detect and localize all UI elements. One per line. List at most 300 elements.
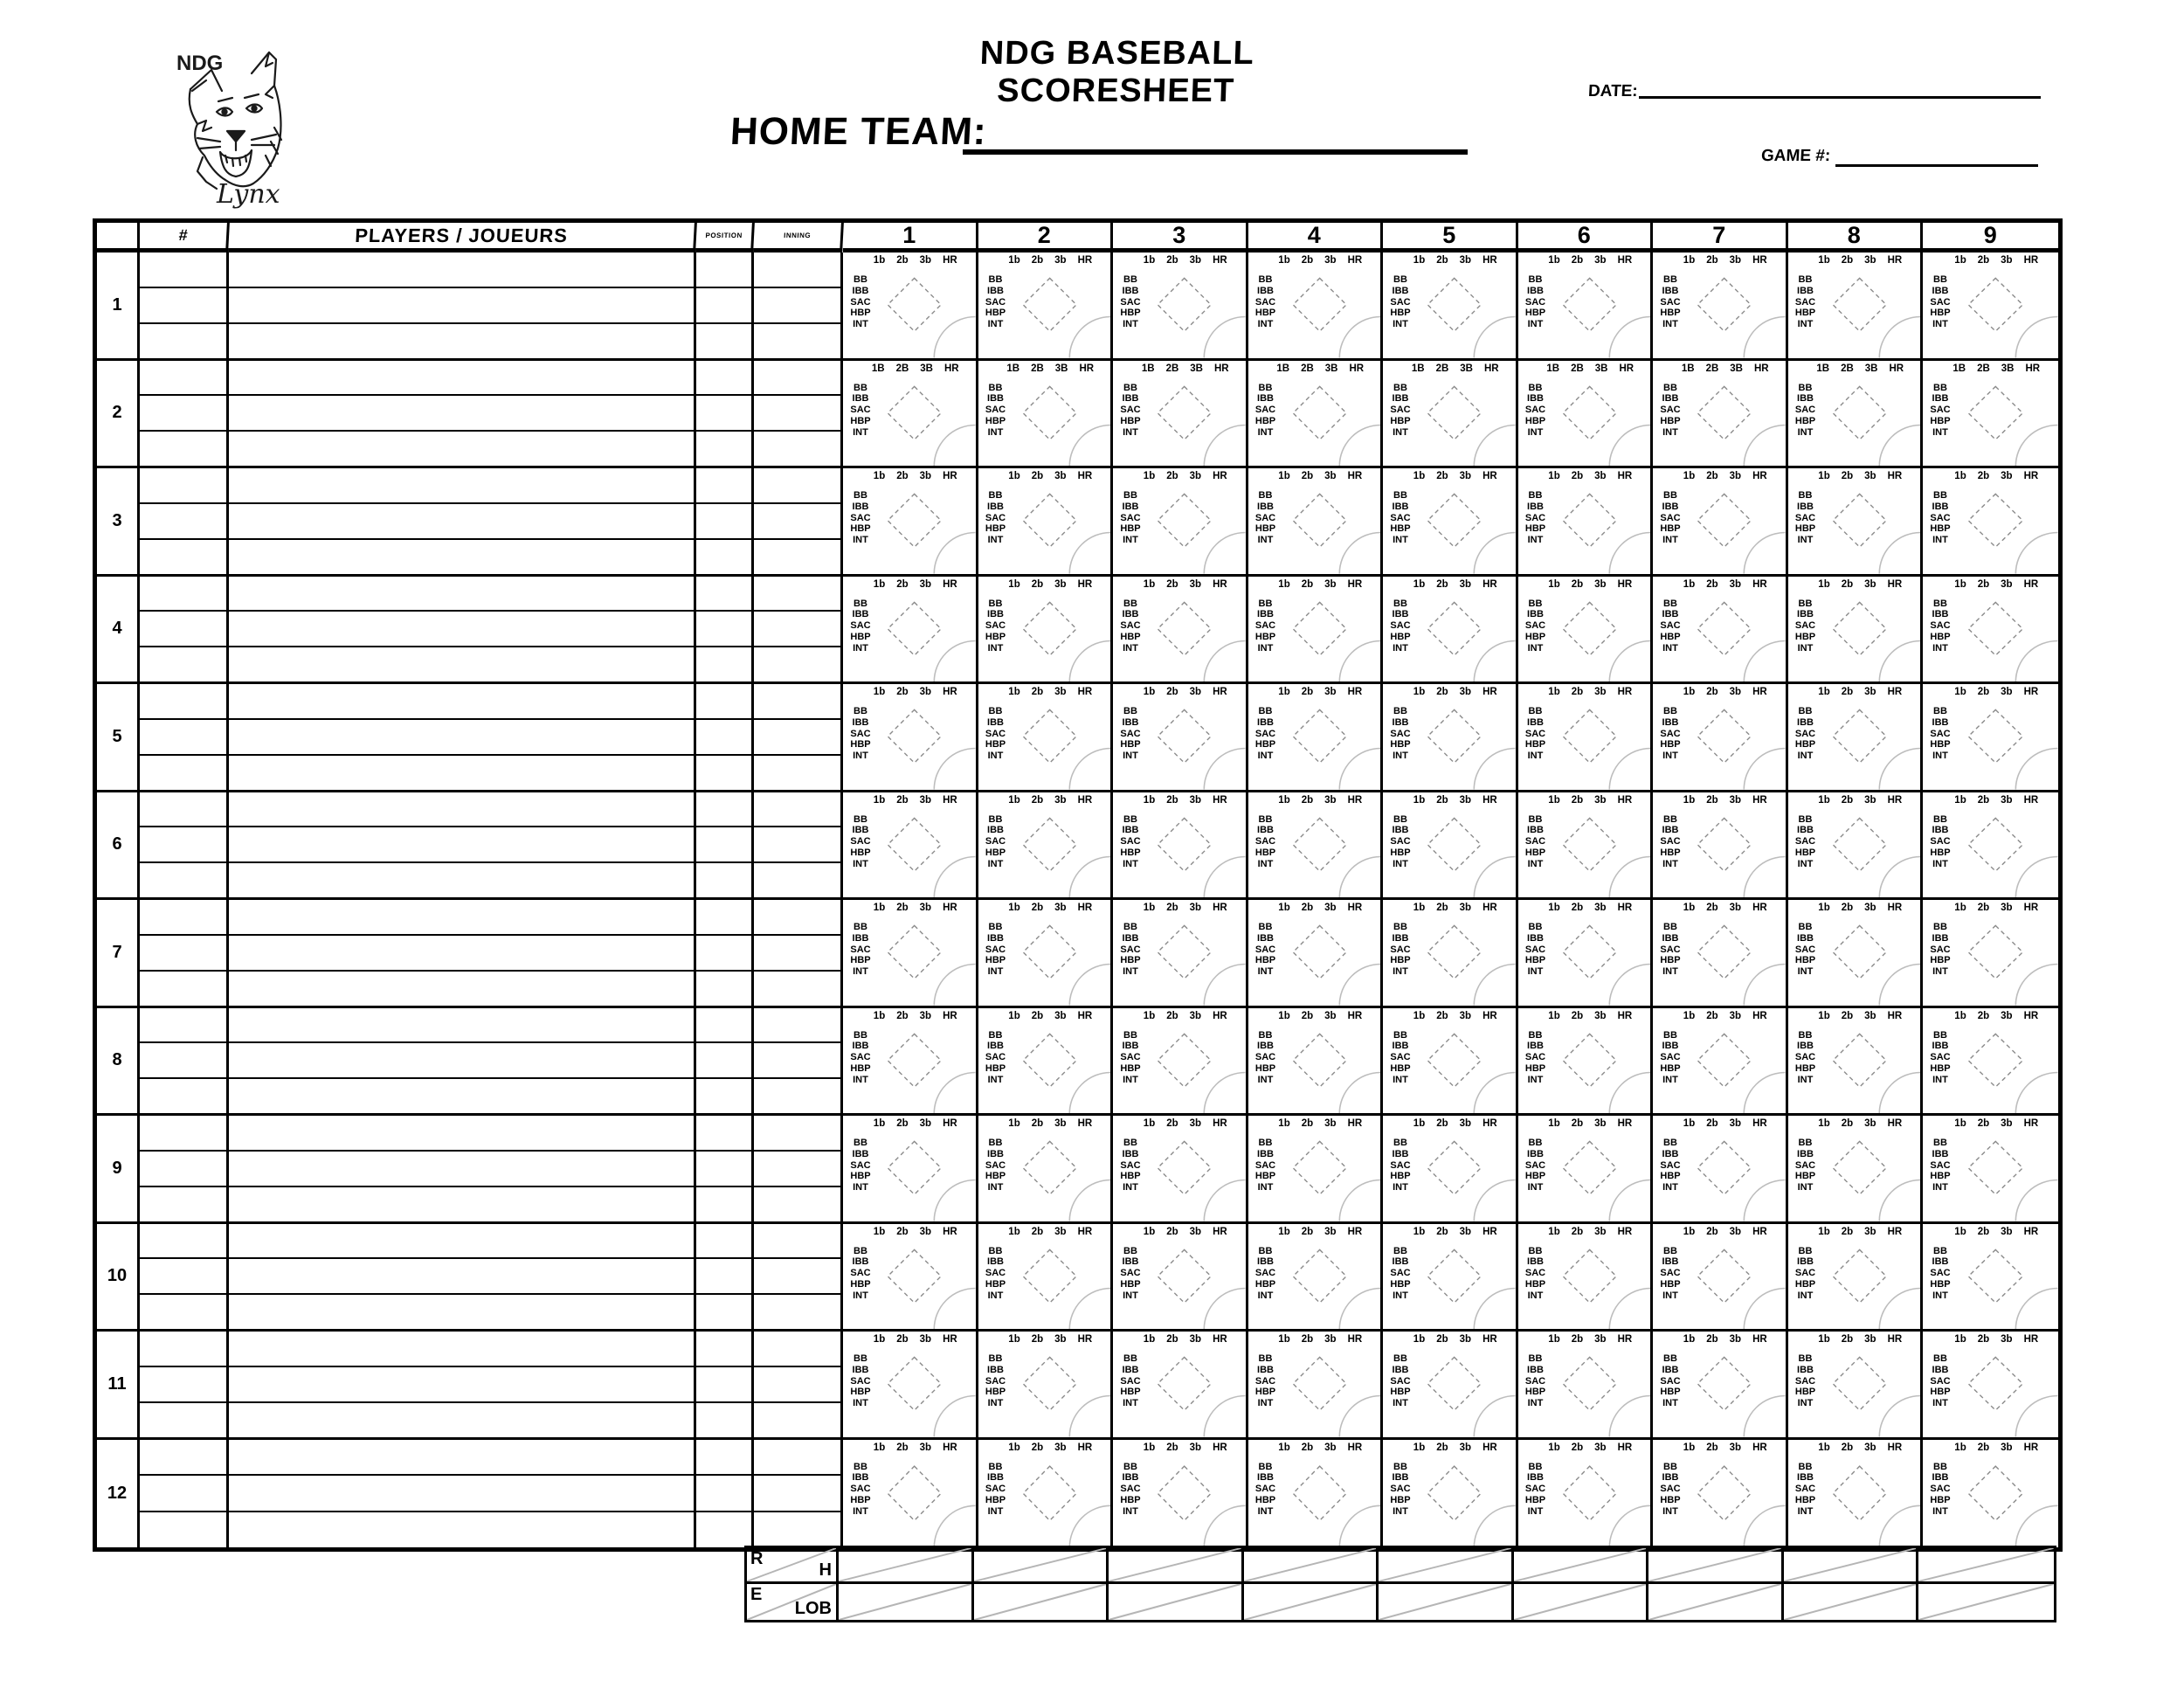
scoring-cell-b9-i1[interactable] — [843, 1116, 978, 1224]
scoring-cell-b3-i2[interactable] — [978, 468, 1114, 577]
player-name-line[interactable] — [229, 936, 694, 972]
position-line[interactable] — [696, 792, 751, 828]
basepath-diamond-icon — [1023, 1249, 1076, 1303]
summary-runs-hits-i3[interactable] — [1109, 1548, 1244, 1584]
player-name-line[interactable] — [229, 253, 694, 288]
player-number-line[interactable] — [140, 972, 226, 1006]
player-number-line[interactable] — [140, 468, 226, 504]
player-name-line[interactable] — [229, 972, 694, 1006]
position-line[interactable] — [696, 1187, 751, 1221]
reach-label: INT — [1393, 426, 1408, 438]
scoring-cell-b2-i7[interactable] — [1653, 361, 1788, 469]
scoring-cell-b6-i4[interactable] — [1248, 792, 1384, 901]
player-number-line[interactable] — [140, 1367, 226, 1403]
position-line[interactable] — [696, 1367, 751, 1403]
position-line[interactable] — [696, 253, 751, 288]
scoring-cell-b7-i7[interactable] — [1653, 900, 1788, 1008]
scoring-cell-b9-i5[interactable] — [1383, 1116, 1518, 1224]
scoring-cell-b10-i8[interactable] — [1788, 1224, 1924, 1332]
scoring-cell-b2-i6[interactable] — [1518, 361, 1654, 469]
player-name-line[interactable] — [229, 1224, 694, 1260]
inning-entered-line[interactable] — [754, 972, 840, 1006]
inning-entered-line[interactable] — [754, 1332, 840, 1367]
position-line[interactable] — [696, 324, 751, 358]
inning-entered-line[interactable] — [754, 612, 840, 647]
scoring-cell-b6-i8[interactable] — [1788, 792, 1924, 901]
position-line[interactable] — [696, 432, 751, 466]
player-name-line[interactable] — [229, 1332, 694, 1367]
reach-label: SAC — [1390, 620, 1411, 632]
scoring-cell-b10-i2[interactable] — [978, 1224, 1114, 1332]
scoring-cell-b1-i9[interactable] — [1923, 253, 2058, 361]
scoring-cell-b2-i3[interactable] — [1113, 361, 1248, 469]
scoring-cell-b6-i9[interactable] — [1923, 792, 2058, 901]
scoring-cell-b11-i7[interactable] — [1653, 1332, 1788, 1440]
player-name-line[interactable] — [229, 540, 694, 574]
scoring-cell-b7-i5[interactable] — [1383, 900, 1518, 1008]
summary-runs-hits-i2[interactable] — [974, 1548, 1109, 1584]
player-name-line[interactable] — [229, 577, 694, 612]
scoring-cell-b9-i6[interactable] — [1518, 1116, 1654, 1224]
reach-label: IBB — [1932, 285, 1949, 296]
scoring-cell-b12-i8[interactable] — [1788, 1440, 1924, 1548]
foul-arc-icon — [1069, 1395, 1110, 1436]
scoring-cell-b3-i8[interactable] — [1788, 468, 1924, 577]
summary-runs-hits-i9[interactable] — [1918, 1548, 2054, 1584]
summary-errors-lob-i9[interactable] — [1918, 1584, 2054, 1620]
position-line[interactable] — [696, 288, 751, 324]
player-number-line[interactable] — [140, 1259, 226, 1295]
scoring-cell-b10-i7[interactable] — [1653, 1224, 1788, 1332]
player-number-line[interactable] — [140, 1187, 226, 1221]
inning-entered-line[interactable] — [754, 827, 840, 863]
player-name-line[interactable] — [229, 1512, 694, 1547]
scoring-cell-b5-i4[interactable] — [1248, 684, 1384, 792]
player-number-line[interactable] — [140, 720, 226, 756]
scoring-cell-b8-i5[interactable] — [1383, 1008, 1518, 1117]
inning-entered-line[interactable] — [754, 1476, 840, 1512]
position-line[interactable] — [696, 540, 751, 574]
scoring-cell-b11-i4[interactable] — [1248, 1332, 1384, 1440]
player-name-line[interactable] — [229, 361, 694, 397]
reach-label: IBB — [1257, 1256, 1274, 1268]
scoring-cell-b7-i8[interactable] — [1788, 900, 1924, 1008]
scoring-cell-b12-i1[interactable] — [843, 1440, 978, 1548]
position-line[interactable] — [696, 504, 751, 540]
scoring-cell-b12-i6[interactable] — [1518, 1440, 1654, 1548]
player-name-line[interactable] — [229, 1079, 694, 1113]
inning-entered-line[interactable] — [754, 756, 840, 790]
scoring-cell-b11-i1[interactable] — [843, 1332, 978, 1440]
player-number-line[interactable] — [140, 792, 226, 828]
scoring-cell-b6-i7[interactable] — [1653, 792, 1788, 901]
summary-errors-lob-i1[interactable] — [839, 1584, 974, 1620]
scoring-cell-b5-i8[interactable] — [1788, 684, 1924, 792]
scoring-cell-b7-i3[interactable] — [1113, 900, 1248, 1008]
scoring-cell-b6-i5[interactable] — [1383, 792, 1518, 901]
scoring-cell-b3-i6[interactable] — [1518, 468, 1654, 577]
reach-label: HBP — [850, 847, 871, 858]
player-number-line[interactable] — [140, 612, 226, 647]
position-line[interactable] — [696, 1259, 751, 1295]
scoring-cell-b9-i9[interactable] — [1923, 1116, 2058, 1224]
player-number-line[interactable] — [140, 577, 226, 612]
player-number-line[interactable] — [140, 1512, 226, 1547]
reach-label: INT — [853, 535, 868, 546]
player-name-line[interactable] — [229, 1259, 694, 1295]
scoring-cell-b12-i2[interactable] — [978, 1440, 1114, 1548]
summary-runs-hits-i7[interactable] — [1648, 1548, 1784, 1584]
scoring-cell-b7-i1[interactable] — [843, 900, 978, 1008]
scoring-cell-b3-i5[interactable] — [1383, 468, 1518, 577]
scoring-cell-b1-i4[interactable] — [1248, 253, 1384, 361]
player-number-line[interactable] — [140, 863, 226, 897]
player-number-line[interactable] — [140, 396, 226, 432]
scoring-cell-b12-i5[interactable] — [1383, 1440, 1518, 1548]
scoring-cell-b9-i7[interactable] — [1653, 1116, 1788, 1224]
player-name-line[interactable] — [229, 468, 694, 504]
scoring-cell-b10-i6[interactable] — [1518, 1224, 1654, 1332]
scoring-cell-b9-i3[interactable] — [1113, 1116, 1248, 1224]
summary-errors-lob-i5[interactable] — [1379, 1584, 1514, 1620]
reach-label: HBP — [1254, 523, 1276, 535]
scoring-cell-b5-i1[interactable] — [843, 684, 978, 792]
inning-entered-line[interactable] — [754, 1440, 840, 1477]
player-number-line[interactable] — [140, 1008, 226, 1044]
scoring-cell-b3-i1[interactable] — [843, 468, 978, 577]
player-number-line[interactable] — [140, 756, 226, 790]
player-name-line[interactable] — [229, 1008, 694, 1044]
inning-entered-line[interactable] — [754, 577, 840, 612]
position-line[interactable] — [696, 612, 751, 647]
scoring-cell-b4-i1[interactable] — [843, 577, 978, 685]
position-line[interactable] — [696, 1512, 751, 1547]
scoring-cell-b11-i3[interactable] — [1113, 1332, 1248, 1440]
summary-errors-lob-i4[interactable] — [1244, 1584, 1379, 1620]
position-line[interactable] — [696, 577, 751, 612]
summary-errors-lob-i3[interactable] — [1109, 1584, 1244, 1620]
position-line[interactable] — [696, 1152, 751, 1187]
scoring-cell-b4-i3[interactable] — [1113, 577, 1248, 685]
scoring-cell-b12-i7[interactable] — [1653, 1440, 1788, 1548]
scoring-cell-b6-i3[interactable] — [1113, 792, 1248, 901]
scoring-cell-b2-i4[interactable] — [1248, 361, 1384, 469]
home-team-input-line[interactable] — [963, 123, 1468, 155]
player-name-line[interactable] — [229, 1187, 694, 1221]
player-name-line[interactable] — [229, 647, 694, 681]
player-number-line[interactable] — [140, 1152, 226, 1187]
scoring-cell-b5-i3[interactable] — [1113, 684, 1248, 792]
inning-entered-line[interactable] — [754, 720, 840, 756]
scoring-cell-b12-i9[interactable] — [1923, 1440, 2058, 1548]
player-number-line[interactable] — [140, 1043, 226, 1079]
inning-entered-line[interactable] — [754, 1152, 840, 1187]
hit-label: 3b — [1594, 687, 1607, 697]
player-name-line[interactable] — [229, 1116, 694, 1152]
player-name-line[interactable] — [229, 1043, 694, 1079]
scoring-cell-b4-i9[interactable] — [1923, 577, 2058, 685]
scoring-cell-b4-i6[interactable] — [1518, 577, 1654, 685]
inning-entered-line[interactable] — [754, 863, 840, 897]
player-number-line[interactable] — [140, 1332, 226, 1367]
scoring-cell-b1-i2[interactable] — [978, 253, 1114, 361]
position-line[interactable] — [696, 361, 751, 397]
player-number-line[interactable] — [140, 540, 226, 574]
summary-runs-hits-i1[interactable] — [839, 1548, 974, 1584]
player-name-line[interactable] — [229, 504, 694, 540]
summary-errors-lob-i2[interactable] — [974, 1584, 1109, 1620]
inning-entered-line[interactable] — [754, 468, 840, 504]
player-number-line[interactable] — [140, 1440, 226, 1477]
inning-entered-line[interactable] — [754, 361, 840, 397]
inning-entered-line[interactable] — [754, 288, 840, 324]
inning-entered-line[interactable] — [754, 253, 840, 288]
inning-entered-line[interactable] — [754, 792, 840, 828]
player-name-line[interactable] — [229, 612, 694, 647]
basepath-diamond-icon — [1833, 1249, 1886, 1303]
player-name-line[interactable] — [229, 900, 694, 936]
position-line[interactable] — [696, 1476, 751, 1512]
position-line[interactable] — [696, 1079, 751, 1113]
player-number-line[interactable] — [140, 900, 226, 936]
player-name-line[interactable] — [229, 1152, 694, 1187]
scoring-cell-b2-i5[interactable] — [1383, 361, 1518, 469]
scoring-cell-b2-i2[interactable] — [978, 361, 1114, 469]
scoring-cell-b10-i3[interactable] — [1113, 1224, 1248, 1332]
scoring-cell-b2-i9[interactable] — [1923, 361, 2058, 469]
scoring-cell-b7-i2[interactable] — [978, 900, 1114, 1008]
scoring-cell-b10-i4[interactable] — [1248, 1224, 1384, 1332]
scoring-cell-b8-i8[interactable] — [1788, 1008, 1924, 1117]
inning-entered-line[interactable] — [754, 432, 840, 466]
inning-entered-line[interactable] — [754, 1403, 840, 1437]
scoring-cell-b4-i8[interactable] — [1788, 577, 1924, 685]
player-number-line[interactable] — [140, 432, 226, 466]
foul-arc-icon — [1609, 748, 1650, 789]
scoring-cell-b10-i1[interactable] — [843, 1224, 978, 1332]
hit-labels — [843, 1011, 976, 1021]
inning-entered-line[interactable] — [754, 647, 840, 681]
inning-entered-line[interactable] — [754, 1079, 840, 1113]
reach-label: IBB — [852, 932, 869, 944]
player-number-line[interactable] — [140, 1295, 226, 1329]
position-line[interactable] — [696, 827, 751, 863]
player-number-line[interactable] — [140, 504, 226, 540]
scoring-cell-b7-i6[interactable] — [1518, 900, 1654, 1008]
position-line[interactable] — [696, 936, 751, 972]
inning-entered-line[interactable] — [754, 1224, 840, 1260]
inning-entered-line[interactable] — [754, 396, 840, 432]
date-input-line[interactable] — [1639, 73, 2041, 99]
reach-labels — [980, 598, 1012, 654]
inning-entered-line[interactable] — [754, 1187, 840, 1221]
summary-runs-hits-i5[interactable] — [1379, 1548, 1514, 1584]
player-number-line[interactable] — [140, 324, 226, 358]
scoring-cell-b12-i3[interactable] — [1113, 1440, 1248, 1548]
position-line[interactable] — [696, 1008, 751, 1044]
player-number-line[interactable] — [140, 288, 226, 324]
player-number-line[interactable] — [140, 361, 226, 397]
position-line[interactable] — [696, 756, 751, 790]
inning-entered-line[interactable] — [754, 1008, 840, 1044]
player-name-line[interactable] — [229, 432, 694, 466]
inning-entered-line[interactable] — [754, 1043, 840, 1079]
inning-entered-line[interactable] — [754, 1367, 840, 1403]
scoring-cell-b7-i4[interactable] — [1248, 900, 1384, 1008]
scoring-cell-b5-i7[interactable] — [1653, 684, 1788, 792]
position-line[interactable] — [696, 1043, 751, 1079]
player-number-line[interactable] — [140, 684, 226, 720]
player-number-line[interactable] — [140, 253, 226, 288]
player-name-line[interactable] — [229, 1440, 694, 1477]
scoring-cell-b5-i6[interactable] — [1518, 684, 1654, 792]
player-number-line[interactable] — [140, 647, 226, 681]
player-name-line[interactable] — [229, 827, 694, 863]
scoring-cell-b9-i4[interactable] — [1248, 1116, 1384, 1224]
position-line[interactable] — [696, 900, 751, 936]
reach-label: IBB — [987, 825, 1004, 836]
scoring-cell-b1-i8[interactable] — [1788, 253, 1924, 361]
player-name-line[interactable] — [229, 396, 694, 432]
player-number-line[interactable] — [140, 1116, 226, 1152]
scoring-cell-b8-i7[interactable] — [1653, 1008, 1788, 1117]
player-number-line[interactable] — [140, 1079, 226, 1113]
scoring-cell-b1-i6[interactable] — [1518, 253, 1654, 361]
player-name-line[interactable] — [229, 1367, 694, 1403]
player-name-line[interactable] — [229, 792, 694, 828]
reach-labels — [1520, 1462, 1552, 1518]
inning-entered-line[interactable] — [754, 900, 840, 936]
hit-labels — [1923, 1118, 2058, 1129]
scoring-cell-b1-i5[interactable] — [1383, 253, 1518, 361]
scoring-cell-b11-i5[interactable] — [1383, 1332, 1518, 1440]
scoring-cell-b8-i6[interactable] — [1518, 1008, 1654, 1117]
inning-entered-line[interactable] — [754, 324, 840, 358]
position-line[interactable] — [696, 1403, 751, 1437]
scoring-cell-b3-i7[interactable] — [1653, 468, 1788, 577]
hit-label: 1b — [1548, 903, 1560, 913]
position-line[interactable] — [696, 1116, 751, 1152]
player-number-cell — [140, 253, 229, 361]
scoring-cell-b1-i7[interactable] — [1653, 253, 1788, 361]
position-line[interactable] — [696, 1295, 751, 1329]
player-number-line[interactable] — [140, 1403, 226, 1437]
scoring-cell-b2-i8[interactable] — [1788, 361, 1924, 469]
scoring-cell-b3-i4[interactable] — [1248, 468, 1384, 577]
scoring-cell-b3-i3[interactable] — [1113, 468, 1248, 577]
player-number-line[interactable] — [140, 827, 226, 863]
scoring-cell-b11-i6[interactable] — [1518, 1332, 1654, 1440]
inning-entered-line[interactable] — [754, 936, 840, 972]
player-name-line[interactable] — [229, 863, 694, 897]
inning-entered-line[interactable] — [754, 1512, 840, 1547]
scoring-cell-b8-i1[interactable] — [843, 1008, 978, 1117]
scoring-cell-b1-i1[interactable] — [843, 253, 978, 361]
position-line[interactable] — [696, 1440, 751, 1477]
position-line[interactable] — [696, 684, 751, 720]
player-name-line[interactable] — [229, 756, 694, 790]
player-name-line[interactable] — [229, 1295, 694, 1329]
inning-entered-line[interactable] — [754, 1295, 840, 1329]
reach-label: INT — [1797, 642, 1814, 654]
batting-order-cell: 10 — [97, 1224, 140, 1332]
player-name-line[interactable] — [229, 720, 694, 756]
summary-errors-lob-i6[interactable] — [1514, 1584, 1649, 1620]
scoring-cell-b4-i4[interactable] — [1248, 577, 1384, 685]
inning-entered-line[interactable] — [754, 1116, 840, 1152]
scoring-cell-b11-i2[interactable] — [978, 1332, 1114, 1440]
scoring-cell-b5-i9[interactable] — [1923, 684, 2058, 792]
player-number-cell — [140, 792, 229, 901]
position-line[interactable] — [696, 863, 751, 897]
summary-errors-lob-i8[interactable] — [1784, 1584, 1919, 1620]
position-line[interactable] — [696, 396, 751, 432]
scoring-cell-b5-i2[interactable] — [978, 684, 1114, 792]
hit-label: HR — [1347, 1118, 1363, 1129]
summary-runs-hits-i6[interactable] — [1514, 1548, 1649, 1584]
player-name-line[interactable] — [229, 288, 694, 324]
scoring-cell-b6-i1[interactable] — [843, 792, 978, 901]
scoring-cell-b8-i2[interactable] — [978, 1008, 1114, 1117]
summary-runs-hits-i8[interactable] — [1784, 1548, 1919, 1584]
inning-entered-line[interactable] — [754, 1259, 840, 1295]
scoring-cell-b3-i9[interactable] — [1923, 468, 2058, 577]
game-number-input-line[interactable] — [1835, 140, 2038, 167]
scoring-cell-b8-i9[interactable] — [1923, 1008, 2058, 1117]
scoring-cell-b9-i2[interactable] — [978, 1116, 1114, 1224]
scoring-cell-b7-i9[interactable] — [1923, 900, 2058, 1008]
scoring-cell-b12-i4[interactable] — [1248, 1440, 1384, 1548]
summary-runs-hits-i4[interactable] — [1244, 1548, 1379, 1584]
summary-errors-lob-i7[interactable] — [1648, 1584, 1784, 1620]
player-number-line[interactable] — [140, 936, 226, 972]
inning-entered-line[interactable] — [754, 504, 840, 540]
player-name-line[interactable] — [229, 1476, 694, 1512]
scoring-cell-b9-i8[interactable] — [1788, 1116, 1924, 1224]
scoring-cell-b8-i3[interactable] — [1113, 1008, 1248, 1117]
position-line[interactable] — [696, 1332, 751, 1367]
scoring-cell-b6-i6[interactable] — [1518, 792, 1654, 901]
scoring-cell-b4-i2[interactable] — [978, 577, 1114, 685]
inning-entered-line[interactable] — [754, 684, 840, 720]
position-line[interactable] — [696, 647, 751, 681]
hit-label: 2b — [1571, 1226, 1584, 1237]
scoring-cell-b10-i9[interactable] — [1923, 1224, 2058, 1332]
player-name-line[interactable] — [229, 324, 694, 358]
position-line[interactable] — [696, 1224, 751, 1260]
player-name-line[interactable] — [229, 1403, 694, 1437]
scoring-cell-b11-i9[interactable] — [1923, 1332, 2058, 1440]
position-line[interactable] — [696, 720, 751, 756]
position-line[interactable] — [696, 468, 751, 504]
scoring-cell-b2-i1[interactable] — [843, 361, 978, 469]
player-number-line[interactable] — [140, 1476, 226, 1512]
scoring-cell-b6-i2[interactable] — [978, 792, 1114, 901]
inning-entered-line[interactable] — [754, 540, 840, 574]
scoring-cell-b4-i5[interactable] — [1383, 577, 1518, 685]
position-line[interactable] — [696, 972, 751, 1006]
player-name-line[interactable] — [229, 684, 694, 720]
scoring-cell-b4-i7[interactable] — [1653, 577, 1788, 685]
scoring-cell-b10-i5[interactable] — [1383, 1224, 1518, 1332]
scoring-cell-b1-i3[interactable] — [1113, 253, 1248, 361]
scoring-cell-b8-i4[interactable] — [1248, 1008, 1384, 1117]
player-number-line[interactable] — [140, 1224, 226, 1260]
reach-label: BB — [1933, 1138, 1947, 1148]
reach-label: IBB — [1662, 1148, 1679, 1159]
scoring-cell-b5-i5[interactable] — [1383, 684, 1518, 792]
scoring-cell-b11-i8[interactable] — [1788, 1332, 1924, 1440]
